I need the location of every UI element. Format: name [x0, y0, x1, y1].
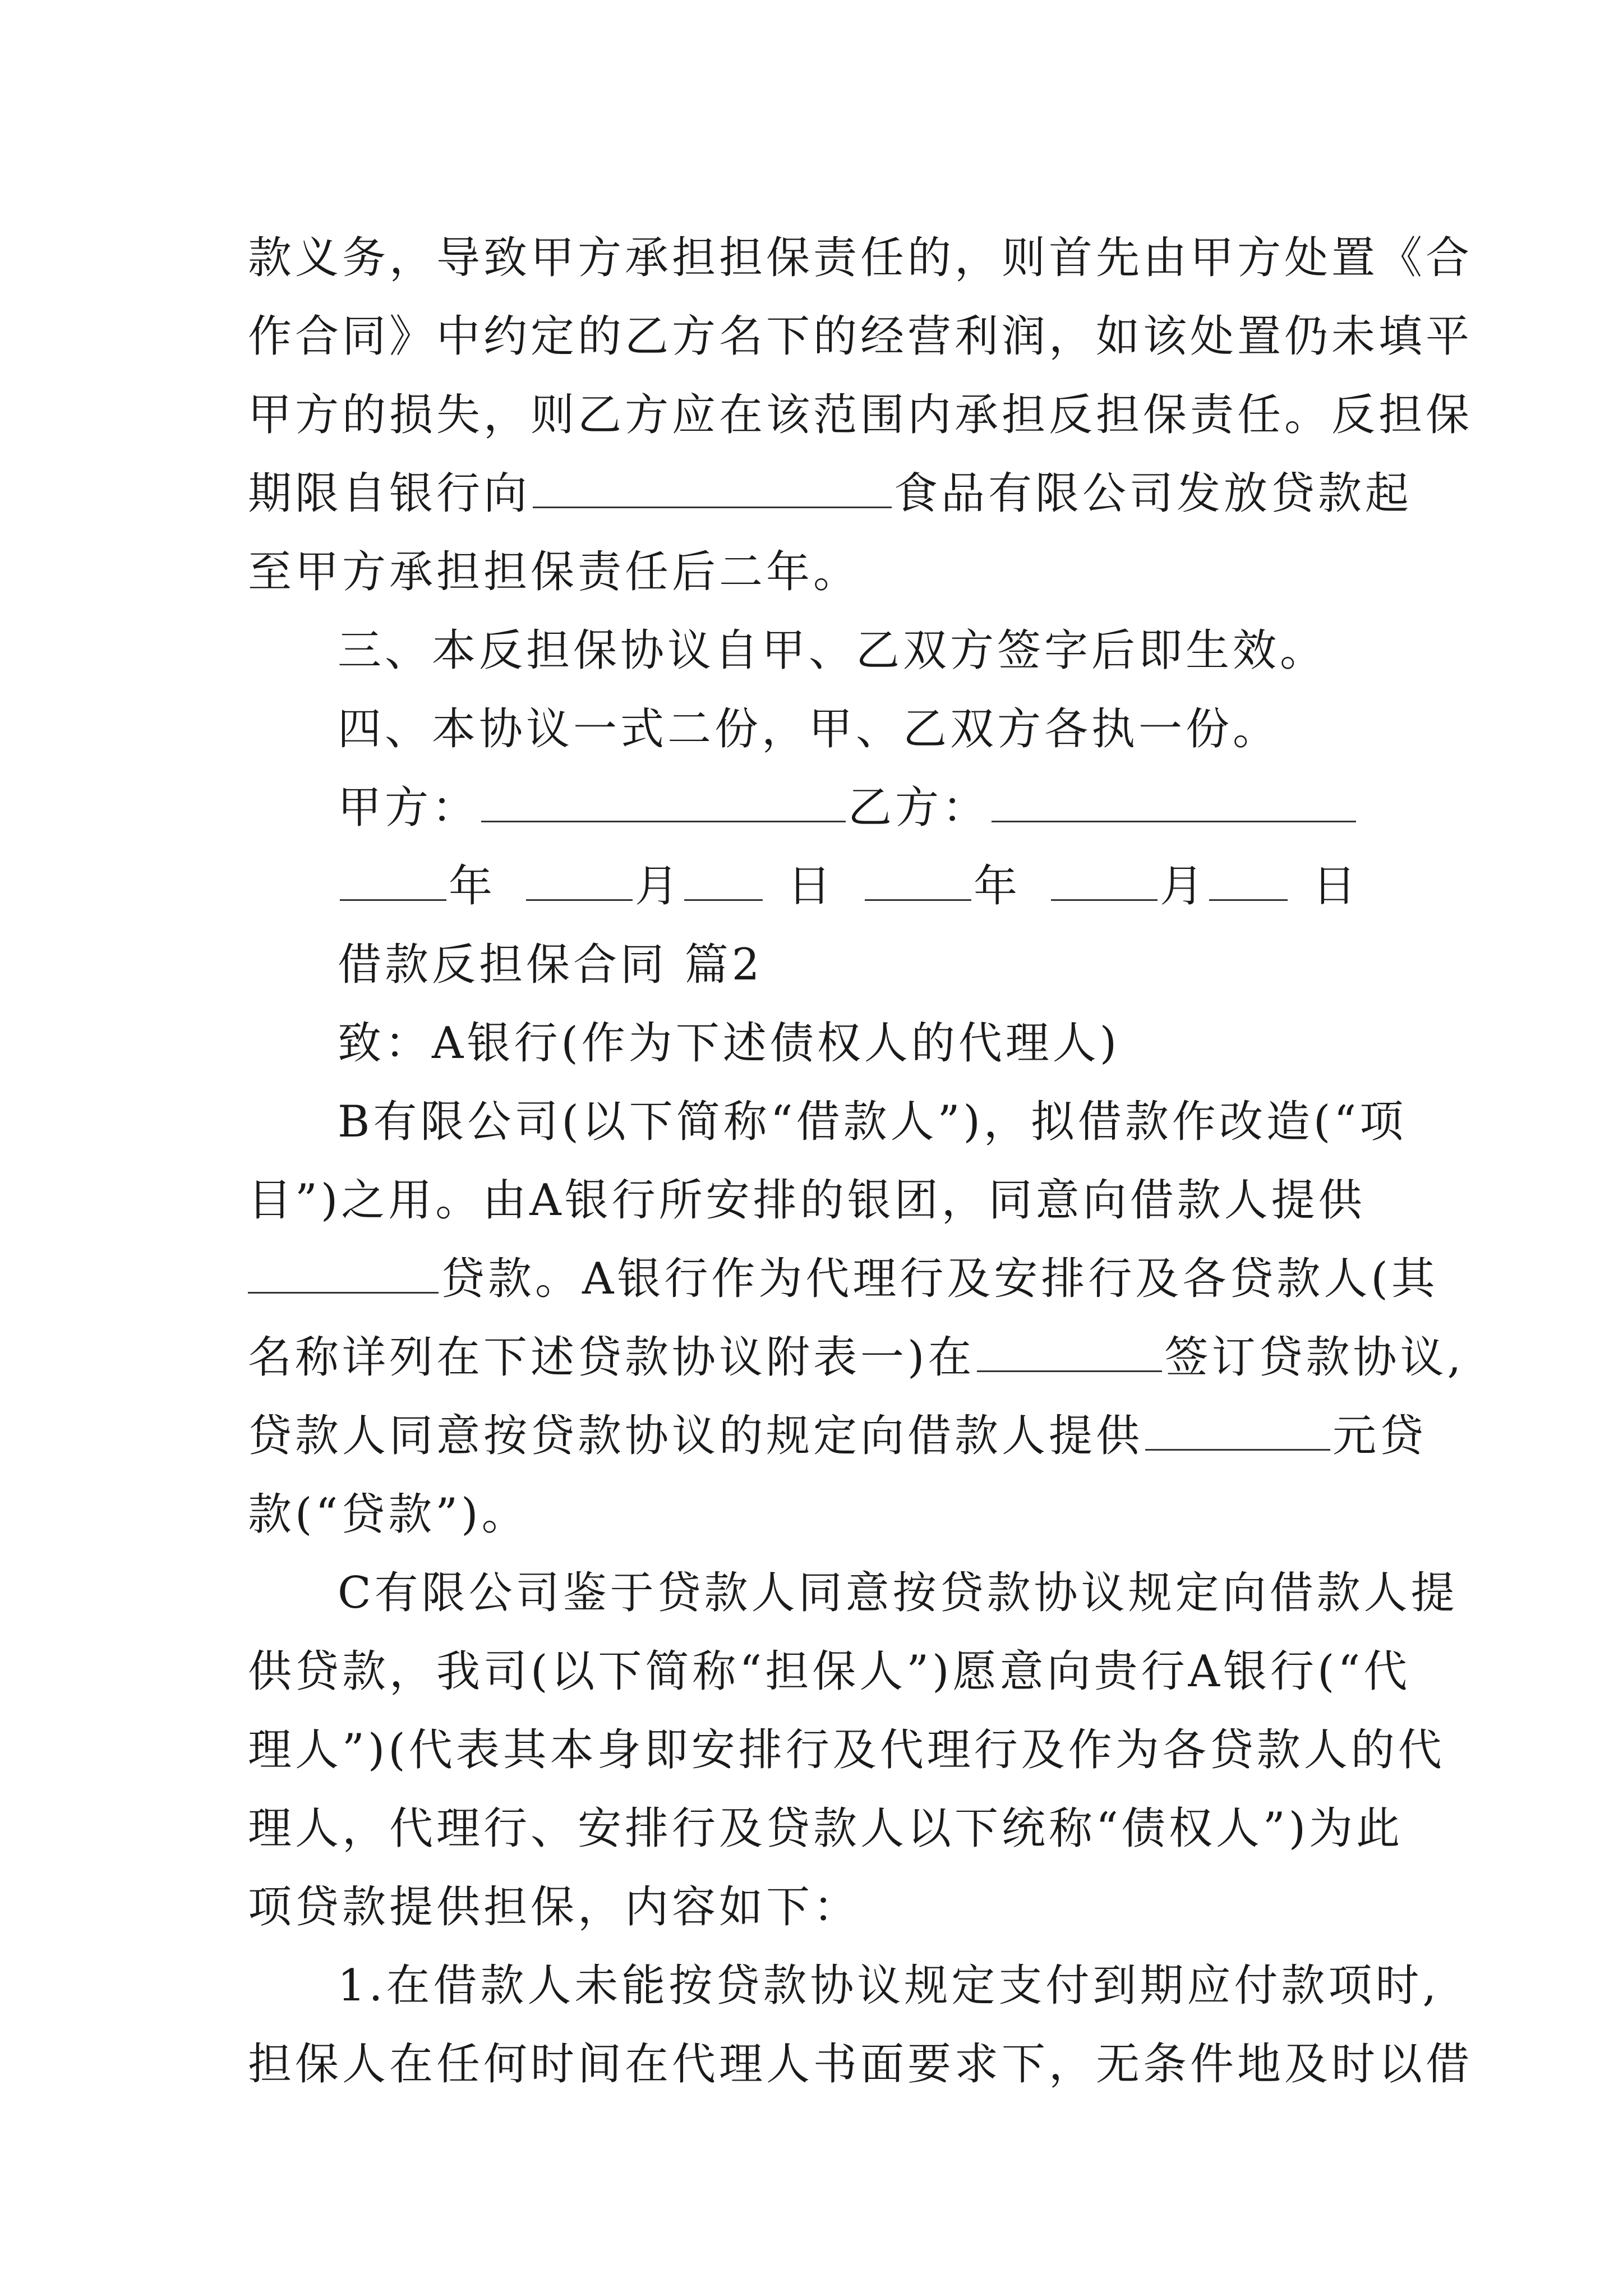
month-label: 月	[635, 861, 683, 912]
text-line: 款(“贷款”)。	[248, 1489, 529, 1540]
text-line: 至甲方承担担保责任后二年。	[248, 547, 861, 597]
day-blank	[1209, 855, 1288, 901]
text-segment: 元贷	[1332, 1411, 1427, 1461]
signature-line	[248, 769, 1381, 847]
text-line	[248, 1397, 1427, 1475]
text-segment: 期限自银行向	[248, 468, 531, 519]
text-line: 作合同》中约定的乙方名下的经营利润，如该处置仍未填平	[248, 311, 1473, 362]
party-a-blank	[481, 777, 846, 822]
month-blank	[1051, 855, 1158, 901]
date-line	[248, 847, 1381, 926]
text-segment: 食品有限公司发放贷款起	[894, 468, 1413, 519]
text-segment: 贷款。A银行作为代理行及安排行及各贷款人(其	[441, 1254, 1438, 1304]
party-b-label: 乙方：	[848, 783, 990, 833]
day-blank	[684, 855, 763, 901]
blank-field	[1145, 1405, 1330, 1451]
blank-field	[533, 463, 892, 508]
text-line	[248, 1318, 1465, 1397]
text-line: 理人”)(代表其本身即安排行及代理行及作为各贷款人的代	[248, 1725, 1445, 1775]
text-line: C有限公司鉴于贷款人同意按贷款协议规定向借款人提	[338, 1568, 1458, 1618]
text-line: 款义务，导致甲方承担担保责任的，则首先由甲方处置《合	[248, 233, 1473, 283]
day-label: 日	[1312, 861, 1360, 912]
text-line: 理人，代理行、安排行及贷款人以下统称“债权人”)为此	[248, 1803, 1404, 1854]
section-title: 借款反担保合同 篇2	[338, 940, 763, 990]
text-line: 项贷款提供担保，内容如下：	[248, 1882, 861, 1932]
month-label: 月	[1160, 861, 1207, 912]
clause-4: 四、本协议一式二份，甲、乙双方各执一份。	[338, 704, 1280, 754]
year-blank	[865, 855, 971, 901]
text-line	[248, 1240, 1438, 1318]
text-line: B有限公司(以下简称“借款人”)，拟借款作改造(“项	[338, 1097, 1407, 1147]
text-line: 甲方的损失，则乙方应在该范围内承担反担保责任。反担保	[248, 390, 1473, 440]
party-a-label: 甲方：	[338, 783, 479, 833]
text-segment: 名称详列在下述贷款协议附表一)在	[248, 1332, 975, 1383]
party-b-blank	[992, 777, 1356, 822]
document-page	[248, 219, 1473, 2104]
month-blank	[526, 855, 633, 901]
text-line	[248, 454, 1413, 533]
clause-3: 三、本反担保协议自甲、乙双方签字后即生效。	[338, 625, 1327, 676]
text-line: 供贷款，我司(以下简称“担保人”)愿意向贵行A银行(“代	[248, 1646, 1411, 1697]
text-line: 担保人在任何时间在代理人书面要求下，无条件地及时以借	[248, 2039, 1473, 2090]
year-blank	[340, 855, 446, 901]
year-label: 年	[974, 861, 1021, 912]
text-segment: 签订贷款协议,	[1164, 1332, 1465, 1383]
blank-field	[977, 1327, 1162, 1372]
blank-field	[248, 1248, 439, 1294]
text-line: 目”)之用。由A银行所安排的银团，同意向借款人提供	[248, 1175, 1366, 1226]
year-label: 年	[449, 861, 496, 912]
day-label: 日	[787, 861, 835, 912]
text-line: 1.在借款人未能按贷款协议规定支付到期应付款项时,	[338, 1961, 1440, 2011]
text-segment: 贷款人同意按贷款协议的规定向借款人提供	[248, 1411, 1144, 1461]
addressee: 致：A银行(作为下述债权人的代理人)	[338, 1018, 1121, 1069]
